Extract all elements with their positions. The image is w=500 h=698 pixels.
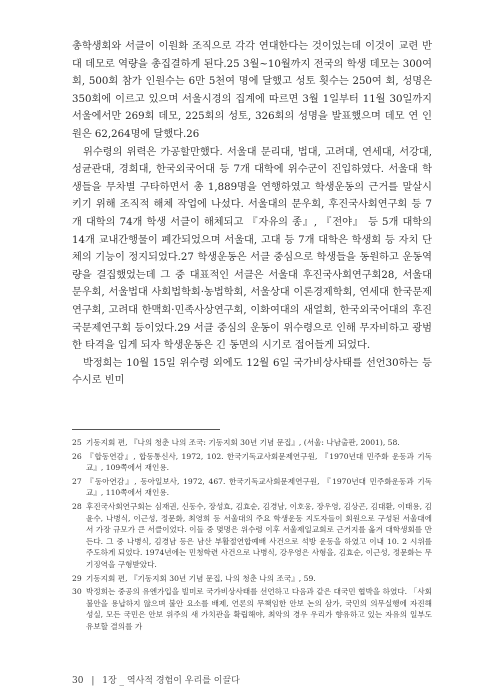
footnote-number: 25 [72, 438, 82, 447]
footnote-divider [72, 429, 220, 430]
footnote-number: 27 [72, 476, 82, 486]
footer-dash: _ [119, 676, 125, 686]
body-text [72, 38, 432, 390]
footer-separator: | [91, 676, 95, 686]
footnote [72, 573, 432, 585]
paragraph-2: 위수령의 위력은 가공할만했다. 서울대 문리대, 법대, 고려대, 연세대, 서강대, 성균관대, 경희대, 한국외국어대 등 7개 대학에 위수군이 진입하였다. 서울대 학생들을 무차별 구타하면서 총 1,889명을 연행하였고 학생운동의 근거를 말살시키기 위해 조직적 해체 작업에 나섰다. 서울대의 문우회, 후진국사회연구회 등 7개 대학의 74개 학생 서클이 해체되고 『자유의 종』, 『전야』 등 5개 대학의 14개 교내간행물이 폐간되었으며 서울대, 고대 등 7개 대학은 학생회 등 자치 단체의 기능이 정지되었다.27 학생운동은 서클 중심으로 학생들을 동원하고 운동역량을 결집했었는데 그 중 대표적인 서클은 서울대 후진국사회연구회28, 서울대 문우회, 서울법대 사회법학회·농법학회, 서울상대 이론경제학회, 연세대 한국문제연구회, 고려대 한맥회·민족사상연구회, 이화여대의 새얼회, 한국외국어대의 후진국문제연구회 등이었다.29 서클 중심의 운동이 위수령으로 인해 무자비하고 광범한 타격을 입게 되자 학생운동은 긴 동면의 시기로 접어들게 되었다. [72, 146, 432, 352]
footnote-text: 박정희는 중공의 유엔가입을 빌미로 국가비상사태를 선언하고 다음과 같은 대국민 협박을 하였다. 「사회불안을 용납하지 않으며 불안 요소를 배제, 언론의 무책임한 안보 논의 삼가, 국민의 의무실행에 자진해 성실, 모든 국민은 안보 위주의 새 가치관을 확립해야, 최악의 경우 우리가 향유하고 있는 자유의 일부도 유보할 결의를 가 [86, 587, 432, 631]
footnote-number: 26 [72, 451, 82, 461]
paragraph-3: 박정희는 10월 15일 위수령 외에도 12월 6일 국가비상사태를 선언30하는 등 수시로 빈미 [72, 357, 432, 387]
page-footer [72, 673, 240, 686]
footnote [72, 501, 432, 571]
footnote-text: 후진국사회연구회는 심재권, 신동수, 장성효, 김효순, 김경남, 이호웅, 장우영, 김상곤, 김대환, 이태용, 김윤수, 나병식, 이근성, 정문화, 최영희 등 서울대의 주요 학생운동 지도자들이 회원으로 구성된 서울대에서 가장 규모가 큰 서클이었다. 이들 중 몇명은 위수령 이후 서울제일교회로 근거지를 옮겨 대학생회를 만든다. 그 중 나병식, 김경남 등은 남산 부활절연합예배 사건으로 석방 운동을 하였고 이내 10. 2 시위를 주도하게 되었다. 1974년에는 민청학련 사건으로 나병식, 강우영은 사형을, 김효순, 이근성, 정문화는 무기징역을 구형받았다. [86, 501, 432, 569]
footnote-text: 기동지회 편, 『기동지회 30년 기념 문집, 나의 청춘 나의 조국』, 59. [86, 573, 316, 583]
footnote-number: 29 [72, 573, 82, 583]
footnote [72, 586, 432, 632]
chapter-title: 역사적 경험이 우리를 이끌다 [126, 676, 240, 686]
paragraph-1: 총학생회와 서클이 이원화 조직으로 각각 연대한다는 것이었는데 이것이 교련 반대 데모로 역량을 총집결하게 된다.25 3월~10월까지 전국의 학생 데모는 300여 회, 500회 참가 인원수는 6만 5천여 명에 달했고 성토 횟수는 250여 회, 성명은 350회에 이르고 있으며 서울시경의 집계에 따르면 3월 1일부터 11월 30일까지 서울에서만 269회 데모, 225회의 성토, 326회의 성명을 발표했으며 데모 연 인원은 62,264명에 달했다.26 [72, 41, 432, 140]
page-number: 30 [72, 676, 84, 686]
footnote-number: 30 [72, 587, 82, 597]
footnote-text: 『동아연감』, 동아일보사, 1972, 467. 한국기독교사회문제연구원, 『1970년대 민주화운동과 기독교』, 110쪽에서 재인용. [86, 476, 432, 498]
footnote-text: 『합동연감』, 합동통신사, 1972, 102. 한국기독교사회문제연구원, 『1970년대 민주화 운동과 기독교』, 109쪽에서 재인용. [86, 451, 432, 473]
footnote-number: 28 [72, 501, 82, 511]
footnote [72, 476, 432, 499]
footnote-text: 기동지회 편, 『나의 청춘 나의 조국: 기동지회 30년 기념 문집』, (서울: 나남출판, 2001), 58. [86, 438, 400, 447]
chapter-label: 1장 [102, 676, 117, 686]
footnotes [72, 437, 432, 635]
footnote [72, 437, 432, 449]
footnote [72, 451, 432, 474]
